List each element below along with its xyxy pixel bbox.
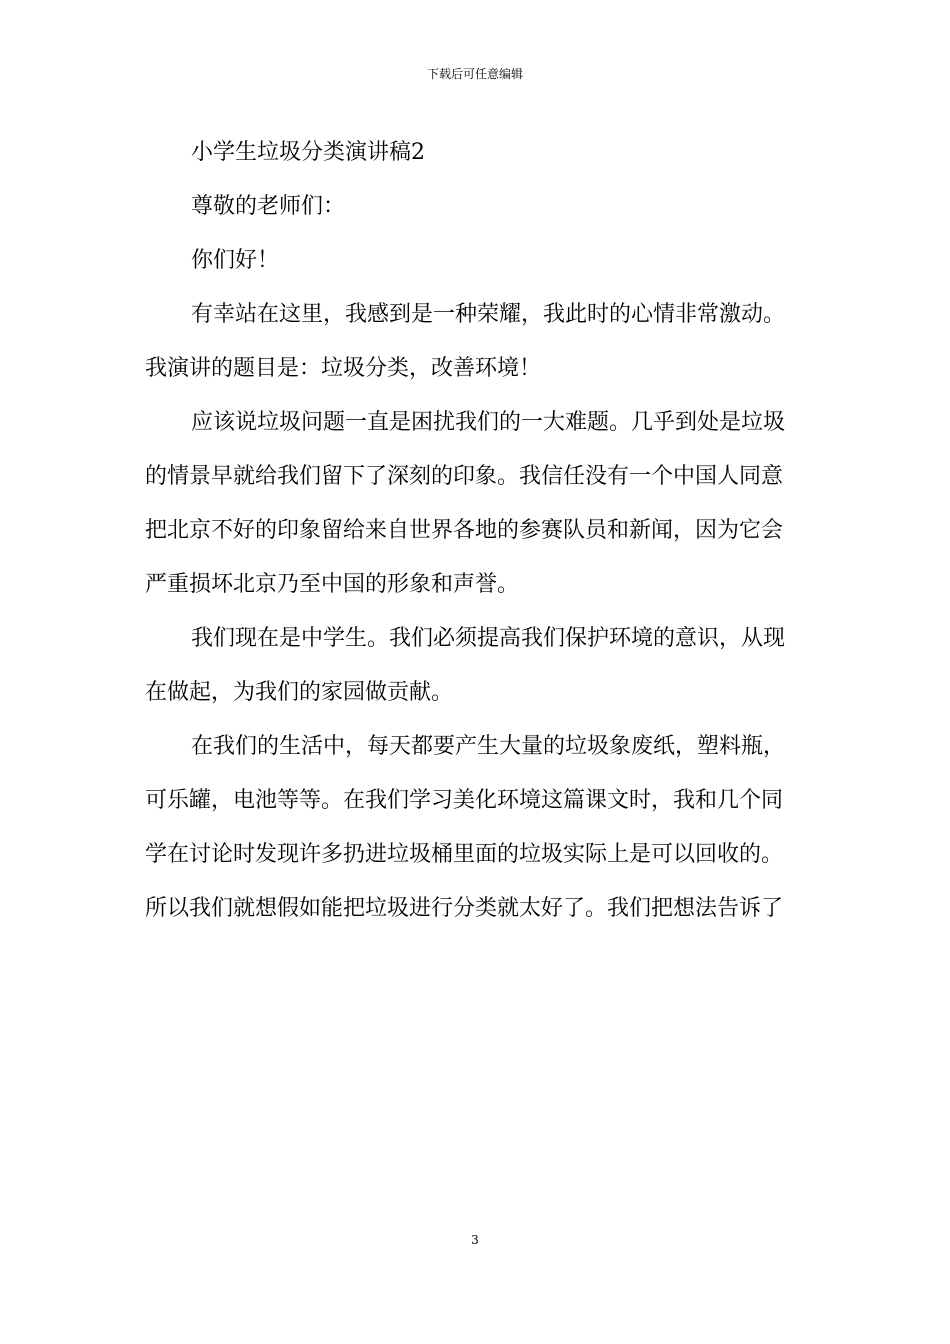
header-note: 下载后可任意编辑 (426, 67, 523, 81)
paragraph-line: 在做起，为我们的家园做贡献。 (145, 680, 454, 705)
paragraph-4 (145, 720, 807, 936)
greeting (145, 180, 807, 234)
paragraph-line: 我们现在是中学生。我们必须提高我们保护环境的意识，从现 (191, 626, 786, 651)
paragraph-line: 严重损坏北京乃至中国的形象和声誉。 (145, 572, 520, 597)
document-title (145, 126, 807, 180)
greeting-text: 尊敬的老师们： (191, 194, 346, 219)
paragraph-line: 在我们的生活中，每天都要产生大量的垃圾象废纸，塑料瓶， (191, 734, 786, 759)
title-text: 小学生垃圾分类演讲稿2 (191, 140, 425, 165)
paragraph-line: 我演讲的题目是：垃圾分类，改善环境！ (145, 356, 542, 381)
paragraph-line: 的情景早就给我们留下了深刻的印象。我信任没有一个中国人同意 (145, 464, 784, 489)
hello-text: 你们好！ (191, 248, 280, 273)
paragraph-line: 所以我们就想假如能把垃圾进行分类就太好了。我们把想法告诉了 (145, 896, 784, 921)
paragraph-line: 应该说垃圾问题一直是困扰我们的一大难题。几乎到处是垃圾 (191, 410, 786, 435)
paragraph-1 (145, 288, 807, 396)
paragraph-line: 学在讨论时发现许多扔进垃圾桶里面的垃圾实际上是可以回收的。 (145, 842, 784, 867)
document-body (145, 126, 807, 936)
paragraph-3 (145, 612, 807, 720)
paragraph-line: 可乐罐，电池等等。在我们学习美化环境这篇课文时，我和几个同 (145, 788, 784, 813)
page-number: 3 (471, 1233, 479, 1247)
paragraph-line: 把北京不好的印象留给来自世界各地的参赛队员和新闻，因为它会 (145, 518, 784, 543)
paragraph-line: 有幸站在这里，我感到是一种荣耀，我此时的心情非常激动。 (191, 302, 786, 327)
paragraph-2 (145, 396, 807, 612)
hello (145, 234, 807, 288)
